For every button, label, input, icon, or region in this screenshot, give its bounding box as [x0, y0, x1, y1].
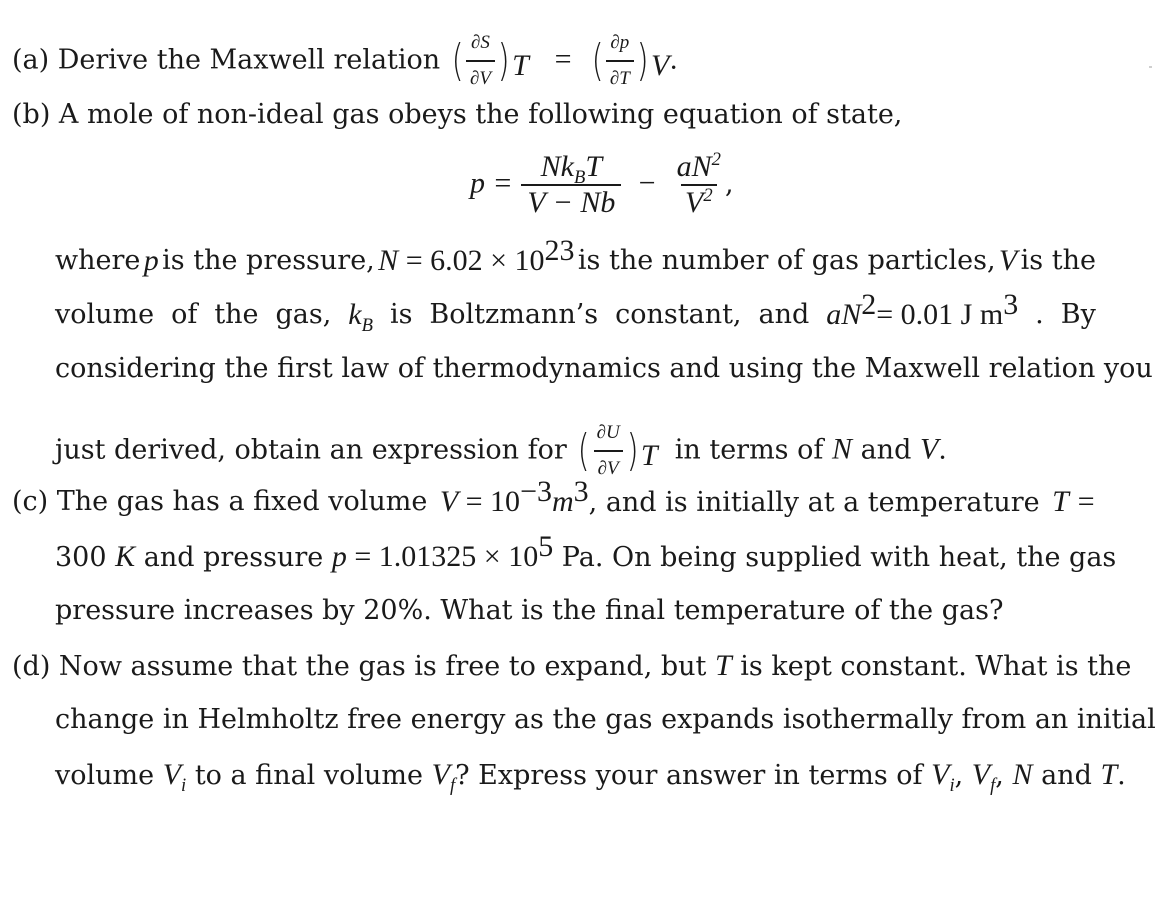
dp-dT-fraction: $\frac{\partial p}{\partial T}$ [606, 26, 634, 96]
fraction-an2: $\frac{aN^2}{V^2}$ [676, 149, 721, 219]
equation-of-state: p = $\frac{Nk_BT}{V - Nb}$ − $\frac{aN^2}{V^2}$ , [470, 149, 734, 219]
part-d-line-3: volume $V_i$ to a final volume $V_f$? Express your answer in terms of $V_i$, $V_f$, N and T. [55, 758, 1126, 796]
part-b-line-1: where p is the pressure, $N = 6.02 \times 10^{23}$ is the number of gas particles, V is the [55, 234, 1096, 277]
dU-dV-fraction: $\frac{\partial U}{\partial V}$ [593, 416, 624, 486]
part-a: (a) Derive the Maxwell relation ( $\frac{\partial S}{\partial V}$ )$_T$ = ( $\frac{\partial p}{\partial T}$ )$_V$. [12, 26, 678, 96]
part-b-line-2: volume of the gas, $k_B$ is Boltzmann’s constant, and $aN^2= 0.01$ J $m^3$ . By [55, 288, 1096, 336]
fraction-nkbt: $\frac{Nk_BT}{V - Nb}$ [521, 150, 621, 220]
part-b-intro: (b) A mole of non-ideal gas obeys the following equation of state, [12, 99, 903, 130]
part-c-line-2: 300 K and pressure $p = 1.01325 \times 10^5$ Pa. On being supplied with heat, the gas [55, 530, 1117, 573]
part-d-line-1: (d) Now assume that the gas is free to expand, but T is kept constant. What is the [12, 649, 1132, 682]
part-c-line-1: (c) The gas has a fixed volume $V = 10^{-3}m^3$, and is initially at a temperature T = [12, 475, 1096, 518]
stray-mark [1149, 66, 1152, 68]
part-b-line-3: considering the first law of thermodynamics and using the Maxwell relation you [55, 353, 1153, 384]
part-b-line-4: just derived, obtain an expression for ( $\frac{\partial U}{\partial V}$ )$_T$ in terms of N and V. [55, 416, 947, 486]
part-a-text: (a) Derive the Maxwell relation [12, 44, 441, 76]
dS-dV-fraction: $\frac{\partial S}{\partial V}$ [466, 26, 495, 96]
part-c-line-3: pressure increases by 20%. What is the final temperature of the gas? [55, 595, 1004, 626]
part-d-line-2: change in Helmholtz free energy as the gas expands isothermally from an initial [55, 704, 1156, 735]
